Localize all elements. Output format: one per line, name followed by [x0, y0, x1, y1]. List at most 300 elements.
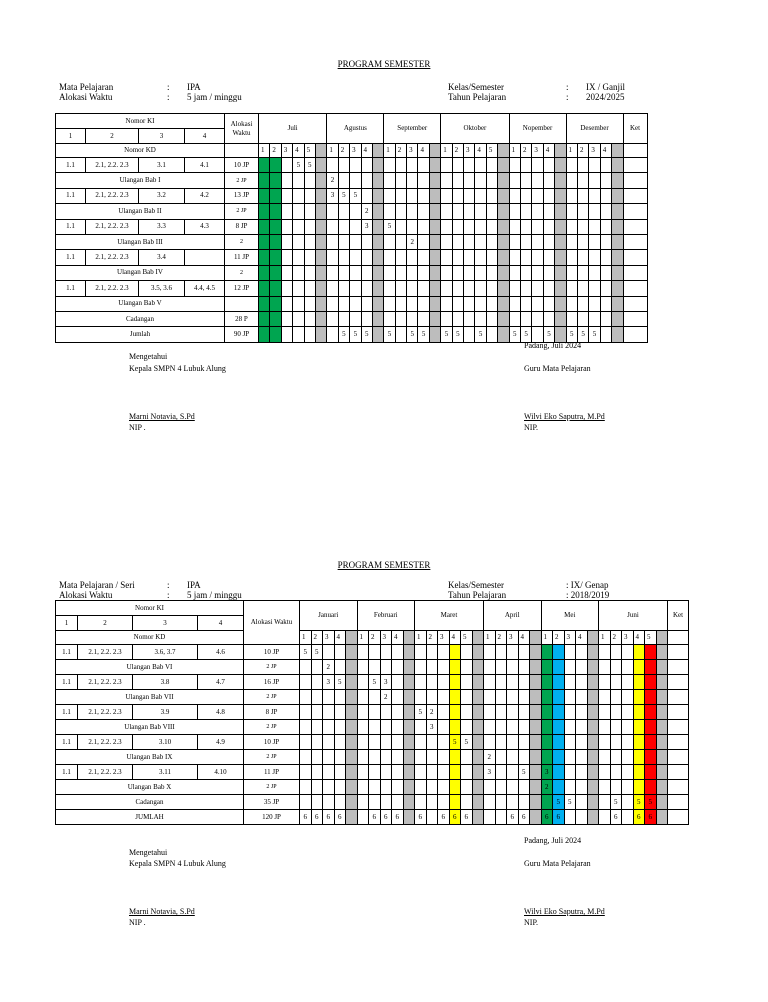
week-cell: [259, 281, 270, 296]
header-row: [56, 601, 689, 616]
week-cell: [600, 296, 611, 311]
month-separator: [656, 765, 668, 780]
month-separator: [530, 690, 542, 705]
week-cell: [350, 158, 361, 173]
kd-cell: 2.1, 2.2. 2.3: [86, 219, 139, 234]
week-cell: [293, 250, 304, 265]
week-cell: [361, 281, 372, 296]
month-separator: [372, 327, 383, 342]
month-separator: [587, 750, 599, 765]
week-cell: 6: [541, 810, 553, 825]
week-cell: [610, 690, 622, 705]
ki-col-header: 3: [139, 129, 185, 144]
week-number: 4: [418, 144, 429, 158]
week-cell: [610, 660, 622, 675]
week-cell: [566, 219, 577, 234]
week-cell: [509, 234, 520, 249]
table-row: [56, 311, 648, 326]
week-cell: [507, 720, 519, 735]
week-cell: 5: [564, 795, 576, 810]
kd-cell: 1.1: [56, 188, 86, 203]
week-cell: [600, 173, 611, 188]
week-cell: [589, 265, 600, 280]
week-cell: 5: [520, 327, 531, 342]
week-cell: [564, 705, 576, 720]
week-cell: [300, 705, 312, 720]
week-cell: [304, 250, 315, 265]
month-separator: [472, 690, 484, 705]
kd-cell: 1.1: [56, 219, 86, 234]
week-cell: [270, 188, 281, 203]
week-cell: [323, 750, 335, 765]
week-number: 1: [566, 144, 577, 158]
month-separator: [656, 720, 668, 735]
week-cell: [392, 675, 404, 690]
week-cell: [369, 705, 381, 720]
week-number: 4: [600, 144, 611, 158]
week-cell: [645, 675, 657, 690]
week-cell: [495, 735, 507, 750]
week-cell: [426, 675, 438, 690]
week-cell: [323, 645, 335, 660]
month-separator: [530, 720, 542, 735]
week-cell: [507, 780, 519, 795]
week-cell: 6: [369, 810, 381, 825]
month-separator: [498, 158, 509, 173]
week-cell: [576, 645, 588, 660]
week-cell: [270, 173, 281, 188]
week-cell: [380, 765, 392, 780]
week-cell: [475, 158, 486, 173]
week-cell: [622, 660, 634, 675]
week-cell: [564, 765, 576, 780]
week-cell: [259, 204, 270, 219]
month-separator: [472, 750, 484, 765]
week-cell: [599, 765, 611, 780]
week-cell: [327, 281, 338, 296]
table-row: [56, 188, 648, 203]
week-cell: [484, 645, 496, 660]
week-cell: [486, 281, 497, 296]
week-cell: 6: [415, 810, 427, 825]
week-cell: [392, 735, 404, 750]
week-cell: [300, 735, 312, 750]
month-separator: [530, 810, 542, 825]
week-cell: [520, 158, 531, 173]
week-cell: [461, 705, 473, 720]
week-cell: [418, 311, 429, 326]
month-separator: [346, 720, 358, 735]
week-cell: [464, 327, 475, 342]
week-cell: [304, 327, 315, 342]
ki-col-header: 1: [56, 616, 78, 631]
kd-cell: 2.1, 2.2. 2.3: [86, 281, 139, 296]
week-cell: [518, 795, 530, 810]
class-colon: :: [566, 82, 569, 92]
week-cell: [553, 660, 565, 675]
alokasi-cell: 2 JP: [225, 173, 259, 188]
week-cell: [600, 281, 611, 296]
year-value: 2024/2025: [586, 92, 625, 102]
week-cell: [357, 660, 369, 675]
kd-cell: 4.8: [198, 705, 244, 720]
week-cell: 6: [323, 810, 335, 825]
week-cell: 6: [449, 810, 461, 825]
ket-cell: [623, 327, 647, 342]
ket-cell: [668, 735, 689, 750]
week-cell: 2: [407, 234, 418, 249]
ki-col-header: 4: [185, 129, 225, 144]
sig-right-nip: NIP.: [524, 423, 539, 432]
class-label: Kelas/Semester: [448, 82, 504, 92]
ki-col-header: 1: [56, 129, 86, 144]
week-cell: 6: [438, 810, 450, 825]
week-cell: [507, 645, 519, 660]
week-cell: [395, 188, 406, 203]
week-cell: [441, 158, 452, 173]
week-cell: [495, 780, 507, 795]
week-cell: [486, 173, 497, 188]
week-cell: [645, 780, 657, 795]
kd-cell: 4.4, 4.5: [185, 281, 225, 296]
week-cell: [495, 720, 507, 735]
week-cell: [449, 750, 461, 765]
week-cell: 5: [350, 327, 361, 342]
ket-cell: [668, 690, 689, 705]
month-separator: [498, 327, 509, 342]
month-separator: [612, 234, 623, 249]
week-cell: [633, 765, 645, 780]
week-cell: [384, 234, 395, 249]
week-number: 1: [509, 144, 520, 158]
week-cell: [484, 705, 496, 720]
time-colon: :: [167, 92, 170, 102]
week-cell: [553, 645, 565, 660]
week-cell: [338, 234, 349, 249]
nomor-ki-header: Nomor KI: [56, 601, 244, 616]
week-cell: [589, 250, 600, 265]
week-cell: [350, 234, 361, 249]
week-cell: [589, 311, 600, 326]
ket-cell: [623, 296, 647, 311]
month-separator: [472, 810, 484, 825]
sig-left-name: Marni Notavia, S.Pd: [129, 412, 195, 421]
week-cell: [475, 234, 486, 249]
week-cell: [304, 265, 315, 280]
month-separator: [498, 234, 509, 249]
alokasi-cell: 12 JP: [225, 281, 259, 296]
week-cell: [281, 327, 292, 342]
week-cell: [452, 158, 463, 173]
week-cell: [369, 645, 381, 660]
month-separator: [403, 795, 415, 810]
week-cell: 5: [449, 735, 461, 750]
month-separator: [498, 250, 509, 265]
week-cell: 5: [452, 327, 463, 342]
month-separator: [315, 219, 326, 234]
month-separator: [530, 631, 542, 645]
week-number: 4: [449, 631, 461, 645]
week-cell: [610, 705, 622, 720]
month-separator: [372, 144, 383, 158]
week-cell: [350, 219, 361, 234]
alokasi-header: Alokasi Waktu: [225, 114, 259, 144]
week-cell: [281, 281, 292, 296]
week-cell: [293, 219, 304, 234]
month-separator: [372, 158, 383, 173]
alokasi-cell: 2: [225, 265, 259, 280]
header-row: [56, 631, 689, 645]
week-cell: 5: [475, 327, 486, 342]
week-cell: [357, 720, 369, 735]
week-cell: [259, 296, 270, 311]
week-cell: [507, 690, 519, 705]
week-cell: [600, 234, 611, 249]
week-cell: [311, 720, 323, 735]
week-cell: [622, 690, 634, 705]
week-cell: [633, 720, 645, 735]
week-cell: [566, 250, 577, 265]
ket-cell: [668, 631, 689, 645]
week-cell: [461, 675, 473, 690]
month-separator: [346, 780, 358, 795]
sig-left-name: Marni Notavia, S.Pd: [129, 907, 195, 916]
week-cell: [600, 188, 611, 203]
week-cell: [281, 311, 292, 326]
month-separator: [555, 327, 566, 342]
week-cell: [350, 281, 361, 296]
month-separator: [498, 281, 509, 296]
week-cell: [645, 750, 657, 765]
week-cell: [311, 765, 323, 780]
week-cell: 6: [610, 810, 622, 825]
ket-cell: [668, 720, 689, 735]
week-cell: [576, 795, 588, 810]
table-row: [56, 219, 648, 234]
alokasi-cell: 8 JP: [244, 705, 300, 720]
table-row: [56, 327, 648, 342]
week-cell: [564, 645, 576, 660]
month-separator: [372, 311, 383, 326]
week-cell: [599, 675, 611, 690]
month-separator: [530, 675, 542, 690]
month-separator: [555, 311, 566, 326]
sig-right-top: Padang, Juli 2024: [524, 341, 582, 350]
week-cell: [311, 675, 323, 690]
table-row: [56, 750, 689, 765]
week-cell: [395, 234, 406, 249]
month-separator: [656, 750, 668, 765]
month-separator: [612, 265, 623, 280]
week-cell: [357, 810, 369, 825]
week-cell: 5: [543, 327, 554, 342]
week-cell: [541, 675, 553, 690]
table-row: [56, 281, 648, 296]
week-cell: [259, 219, 270, 234]
month-separator: [587, 810, 599, 825]
week-cell: [452, 219, 463, 234]
week-cell: [532, 158, 543, 173]
week-number: 2: [495, 631, 507, 645]
week-cell: [543, 281, 554, 296]
week-cell: [323, 780, 335, 795]
week-cell: [438, 645, 450, 660]
week-cell: [338, 204, 349, 219]
week-cell: [338, 158, 349, 173]
week-cell: [418, 281, 429, 296]
month-separator: [403, 675, 415, 690]
week-cell: [541, 720, 553, 735]
week-cell: 2: [541, 780, 553, 795]
week-cell: [407, 158, 418, 173]
month-separator: [530, 735, 542, 750]
week-cell: [293, 204, 304, 219]
week-cell: [380, 795, 392, 810]
week-cell: [357, 795, 369, 810]
week-number: 2: [610, 631, 622, 645]
week-cell: [441, 265, 452, 280]
week-cell: [589, 234, 600, 249]
week-number: 1: [357, 631, 369, 645]
schedule-table: [55, 600, 689, 825]
week-cell: [464, 296, 475, 311]
week-cell: 3: [426, 720, 438, 735]
week-cell: [576, 690, 588, 705]
kd-cell: 4.1: [185, 158, 225, 173]
kd-cell: 2.1, 2.2. 2.3: [78, 645, 133, 660]
week-number: 3: [464, 144, 475, 158]
header-row: [56, 144, 648, 158]
subject-label: Mata Pelajaran: [59, 82, 114, 92]
week-cell: [541, 660, 553, 675]
week-cell: [543, 250, 554, 265]
month-header: Agustus: [327, 114, 384, 144]
month-separator: [346, 631, 358, 645]
month-header: Juli: [259, 114, 327, 144]
month-separator: [555, 173, 566, 188]
blank-cell: [225, 144, 259, 158]
week-cell: 2: [380, 690, 392, 705]
week-number: 1: [484, 631, 496, 645]
week-cell: [441, 219, 452, 234]
month-separator: [498, 296, 509, 311]
week-cell: [304, 219, 315, 234]
month-separator: [429, 327, 440, 342]
week-cell: [259, 311, 270, 326]
week-cell: [426, 690, 438, 705]
week-cell: [327, 327, 338, 342]
week-cell: [452, 281, 463, 296]
week-cell: [415, 795, 427, 810]
week-cell: [452, 296, 463, 311]
kd-cell: 2.1, 2.2. 2.3: [78, 675, 133, 690]
week-cell: [532, 173, 543, 188]
week-cell: [600, 327, 611, 342]
week-cell: [270, 311, 281, 326]
week-cell: [384, 158, 395, 173]
week-cell: [589, 158, 600, 173]
week-cell: [576, 660, 588, 675]
row-label: Ulangan Bab III: [56, 234, 225, 249]
month-separator: [429, 281, 440, 296]
row-label: Ulangan Bab IX: [56, 750, 244, 765]
week-cell: [577, 281, 588, 296]
week-number: 5: [486, 144, 497, 158]
table-row: [56, 265, 648, 280]
week-cell: [518, 780, 530, 795]
week-cell: [475, 296, 486, 311]
sig-left-nip: NIP .: [129, 918, 146, 927]
month-separator: [472, 735, 484, 750]
week-cell: [520, 219, 531, 234]
month-separator: [346, 690, 358, 705]
week-cell: [438, 660, 450, 675]
alokasi-cell: 10 JP: [225, 158, 259, 173]
week-cell: [543, 311, 554, 326]
ket-cell: [623, 281, 647, 296]
week-cell: 5: [415, 705, 427, 720]
month-separator: [555, 296, 566, 311]
month-separator: [656, 631, 668, 645]
week-cell: [311, 660, 323, 675]
week-cell: [395, 296, 406, 311]
week-cell: [464, 173, 475, 188]
week-cell: [311, 795, 323, 810]
week-cell: [338, 219, 349, 234]
week-cell: 5: [384, 219, 395, 234]
week-cell: 5: [645, 795, 657, 810]
week-number: 3: [281, 144, 292, 158]
week-cell: [438, 750, 450, 765]
ket-cell: [623, 265, 647, 280]
week-cell: [415, 690, 427, 705]
week-cell: [532, 327, 543, 342]
week-cell: [327, 234, 338, 249]
week-cell: 5: [553, 795, 565, 810]
week-number: 3: [564, 631, 576, 645]
table-row: [56, 780, 689, 795]
week-cell: [495, 795, 507, 810]
year-label: Tahun Pelajaran: [448, 590, 507, 600]
week-cell: [293, 234, 304, 249]
week-cell: [407, 265, 418, 280]
week-cell: [418, 265, 429, 280]
week-cell: 5: [384, 327, 395, 342]
week-cell: [633, 675, 645, 690]
week-cell: [415, 660, 427, 675]
week-cell: [384, 250, 395, 265]
row-label: Ulangan Bab VIII: [56, 720, 244, 735]
week-cell: 6: [311, 810, 323, 825]
week-cell: [475, 219, 486, 234]
month-separator: [612, 281, 623, 296]
week-cell: 2: [361, 204, 372, 219]
week-cell: [464, 204, 475, 219]
ket-cell: [668, 660, 689, 675]
week-cell: [599, 705, 611, 720]
week-cell: 6: [334, 810, 346, 825]
week-cell: [449, 720, 461, 735]
week-cell: [369, 660, 381, 675]
week-cell: [553, 735, 565, 750]
week-cell: 5: [509, 327, 520, 342]
week-cell: 5: [361, 327, 372, 342]
week-cell: [259, 234, 270, 249]
table-row: [56, 158, 648, 173]
month-separator: [587, 780, 599, 795]
week-cell: [461, 765, 473, 780]
month-separator: [472, 780, 484, 795]
